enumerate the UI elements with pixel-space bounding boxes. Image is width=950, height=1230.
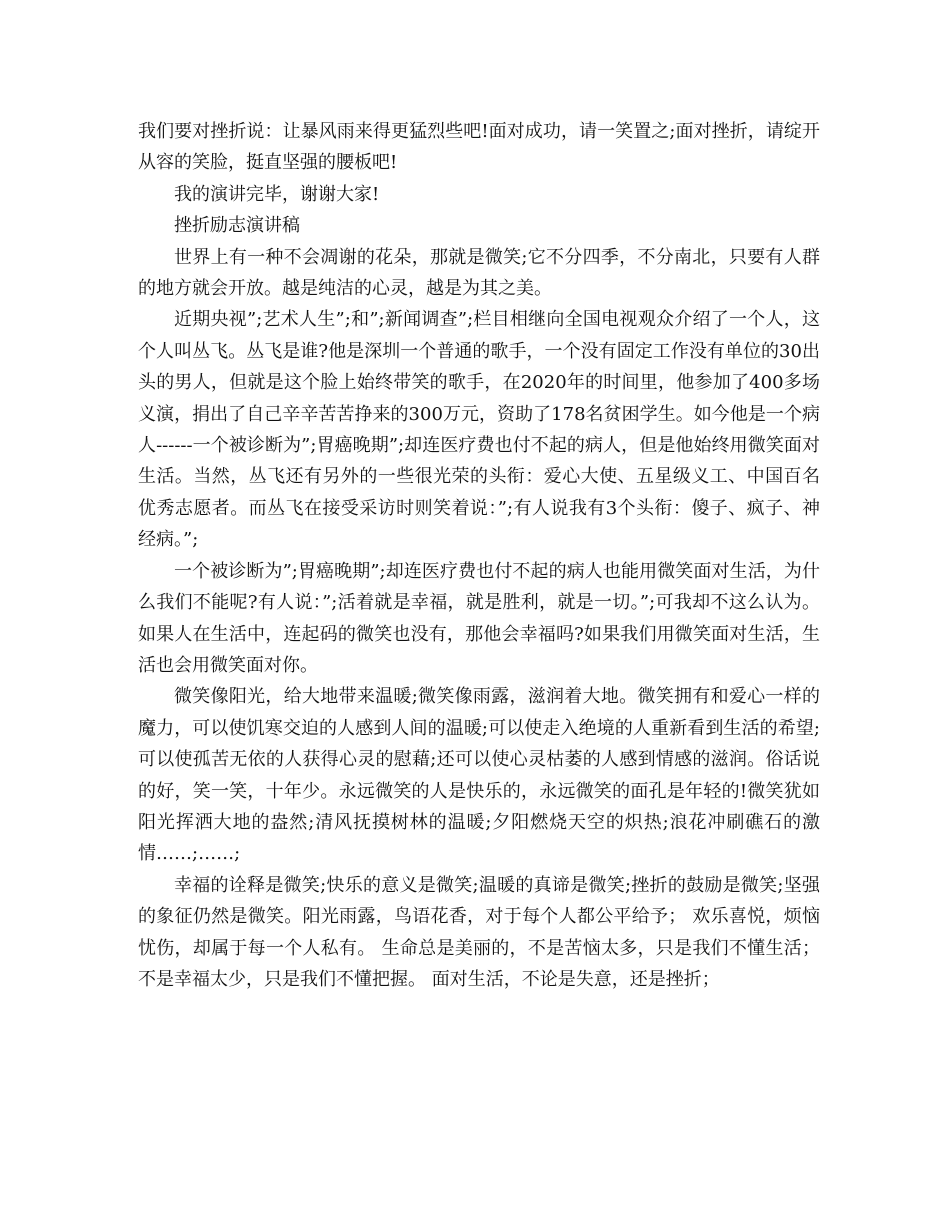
paragraph-congfei-story: 近期央视”;艺术人生”;和”;新闻调查”;栏目相继向全国电视观众介绍了一个人，这个人叫丛飞。丛飞是谁?他是深圳一个普通的歌手，一个没有固定工作没有单位的30出头的男人，但就是这个脸上始终带笑的歌手，在2020年的时间里，他参加了400多场义演，捐出了自己辛辛苦苦挣来的300万元，资助了178名贫困学生。如今他是一个病人------一个被诊断为”;胃癌晚期”;却连医疗费也付不起的病人，但是他始终用微笑面对生活。当然，丛飞还有另外的一些很光荣的头衔：爱心大使、五星级义工、中国百名优秀志愿者。而丛飞在接受采访时则笑着说：”;有人说我有3个头衔：傻子、疯子、神经病。”; xyxy=(138,309,820,551)
paragraph-happiness-meaning: 幸福的诠释是微笑;快乐的意义是微笑;温暖的真谛是微笑;挫折的鼓励是微笑;坚强的象征仍然是微笑。阳光雨露，鸟语花香，对于每个人都公平给予； 欢乐喜悦，烦恼忧伤，却属于每一个人私有。 生命总是美丽的，不是苦恼太多，只是我们不懂生活； 不是幸福太少，只是我们不懂把握。 面对生活，不论是失意，还是挫折； xyxy=(138,874,820,990)
paragraph-thanks: 我的演讲完毕，谢谢大家! xyxy=(174,183,380,205)
section-title: 挫折励志演讲稿 xyxy=(174,215,300,237)
paragraph-face-life: 一个被诊断为”;胃癌晚期”;却连医疗费也付不起的病人也能用微笑面对生活，为什么我们不能呢?有人说：”;活着就是幸福，就是胜利，就是一切。”;可我却不这么认为。如果人在生活中，连起码的微笑也没有，那他会幸福吗?如果我们用微笑面对生活，生活也会用微笑面对你。 xyxy=(138,560,820,676)
document-body xyxy=(138,116,820,995)
paragraph-smile-flower: 世界上有一种不会凋谢的花朵，那就是微笑;它不分四季，不分南北，只要有人群的地方就会开放。越是纯洁的心灵，越是为其之美。 xyxy=(138,246,820,300)
paragraph-closing-appeal: 我们要对挫折说：让暴风雨来得更猛烈些吧!面对成功，请一笑置之;面对挫折，请绽开从容的笑脸，挺直坚强的腰板吧! xyxy=(138,121,820,174)
paragraph-smile-sunshine: 微笑像阳光，给大地带来温暖;微笑像雨露，滋润着大地。微笑拥有和爱心一样的魔力，可以使饥寒交迫的人感到人间的温暖;可以使走入绝境的人重新看到生活的希望;可以使孤苦无依的人获得心灵的慰藉;还可以使心灵枯萎的人感到情感的滋润。俗话说的好，笑一笑，十年少。永远微笑的人是快乐的，永远微笑的面孔是年轻的!微笑犹如阳光挥洒大地的盎然;清风抚摸树林的温暖;夕阳燃烧天空的炽热;浪花冲刷礁石的激情……;……; xyxy=(138,686,820,865)
